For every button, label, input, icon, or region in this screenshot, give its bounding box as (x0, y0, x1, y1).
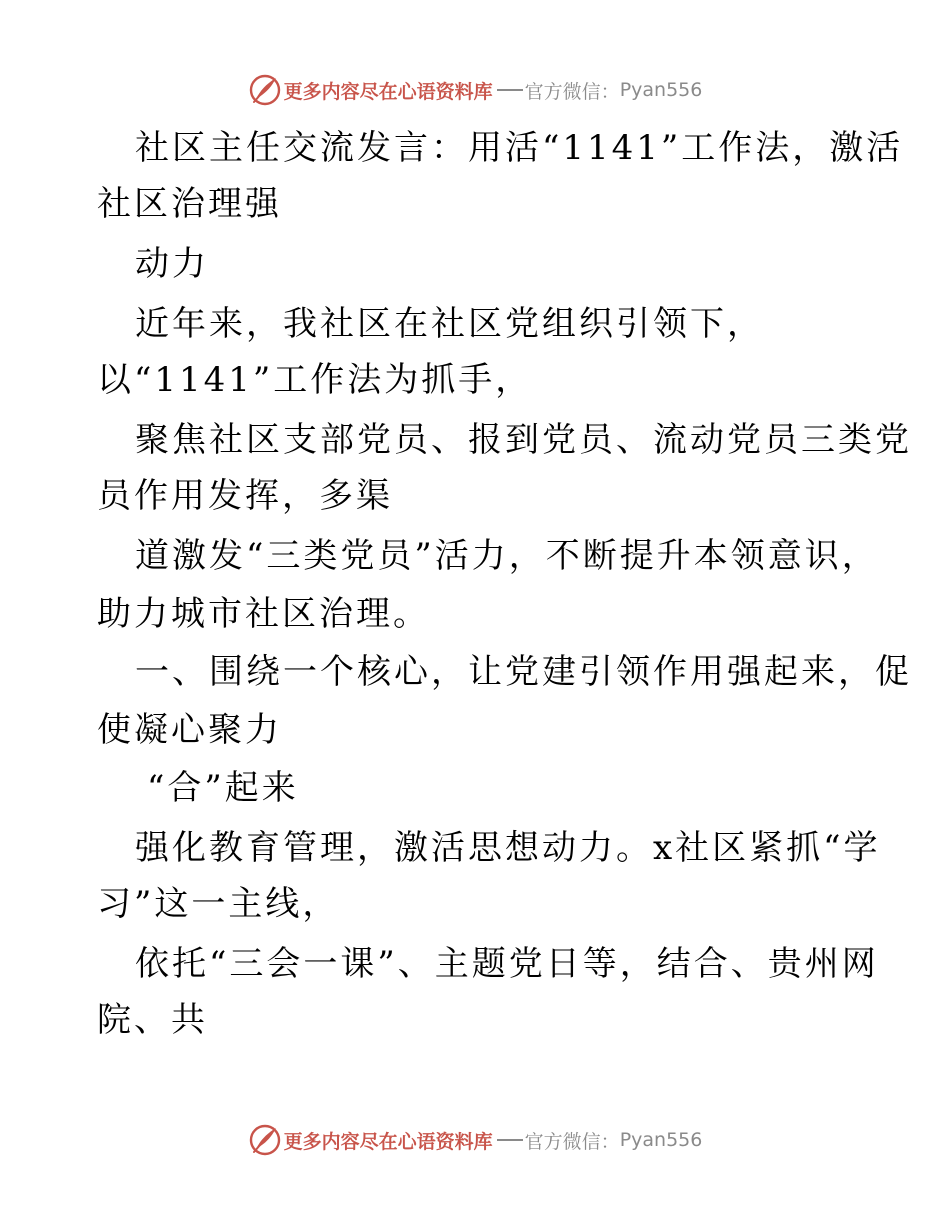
text-line: 动力 (135, 244, 209, 284)
text-line: “合”起来 (147, 768, 299, 808)
watermark-brand-text: 更多内容尽在心语资料库 (283, 1130, 493, 1153)
text-line: 习”这一主线， (97, 884, 340, 924)
text-line: 聚焦社区支部党员、报到党员、流动党员三类党 (135, 420, 912, 460)
text-line: 院、共 (97, 1000, 208, 1040)
text-line: 社区主任交流发言：用活“1141”工作法，激活 (135, 128, 904, 168)
text-line: 强化教育管理，激活思想动力。x社区紧抓“学 (135, 828, 881, 868)
text-line: 道激发“三类党员”活力，不断提升本领意识， (135, 536, 879, 576)
text-line: 一、围绕一个核心，让党建引领作用强起来，促 (135, 652, 912, 692)
text-line: 员作用发挥，多渠 (97, 476, 393, 516)
watermark-official-text: 官方微信： (524, 1130, 620, 1153)
text-line: 助力城市社区治理。 (97, 594, 430, 634)
quill-circle-icon (248, 73, 282, 107)
quill-circle-icon (248, 1123, 282, 1157)
watermark-dash (497, 1139, 523, 1141)
watermark-wechat-id: Pyan556 (619, 1129, 703, 1151)
header-watermark (0, 70, 950, 110)
text-line: 社区治理强 (97, 184, 282, 224)
text-line: 使凝心聚力 (97, 710, 282, 750)
text-line: 以“1141”工作法为抓手， (97, 360, 533, 400)
watermark-wechat-id: Pyan556 (619, 79, 703, 101)
text-line: 近年来，我社区在社区党组织引领下， (135, 304, 764, 344)
watermark-official-text: 官方微信： (524, 80, 620, 103)
footer-watermark (0, 1120, 950, 1160)
watermark-brand-text: 更多内容尽在心语资料库 (283, 80, 493, 103)
text-line: 依托“三会一课”、主题党日等，结合、贵州网 (135, 944, 879, 984)
watermark-dash (497, 89, 523, 91)
